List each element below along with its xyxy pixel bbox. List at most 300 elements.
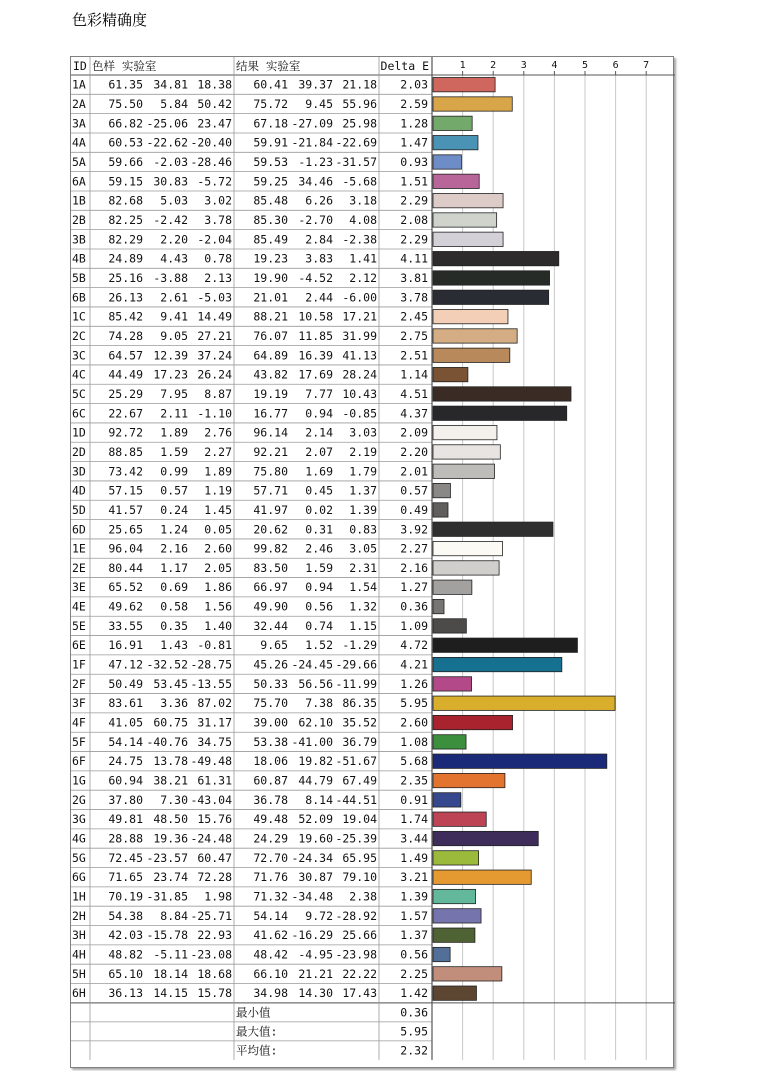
sample-lab-value: 71.65 xyxy=(108,870,143,885)
sample-lab-value: 26.24 xyxy=(197,367,232,382)
bar-5C xyxy=(433,387,571,401)
row-id: 1A xyxy=(72,77,86,92)
row-id: 5C xyxy=(72,386,86,401)
sample-lab-value: 38.21 xyxy=(153,773,188,788)
row-id: 3D xyxy=(72,464,86,479)
result-lab-value: 44.79 xyxy=(298,773,333,788)
result-lab-value: 36.78 xyxy=(253,792,288,807)
delta-e-value: 2.20 xyxy=(400,444,428,459)
delta-e-value: 0.91 xyxy=(400,792,428,807)
sample-lab-value: 0.24 xyxy=(160,502,188,517)
result-lab-value: 30.87 xyxy=(298,870,333,885)
sample-lab-value: 47.12 xyxy=(108,657,143,672)
result-lab-value: 36.79 xyxy=(342,734,377,749)
sample-lab-value: -5.11 xyxy=(153,947,188,962)
bar-3G xyxy=(433,812,486,826)
delta-e-value: 0.93 xyxy=(400,154,428,169)
sample-lab-value: 0.58 xyxy=(160,599,188,614)
result-lab-value: 28.24 xyxy=(342,367,377,382)
sample-lab-value: 7.30 xyxy=(160,792,188,807)
result-lab-value: 10.58 xyxy=(298,309,333,324)
sample-lab-value: 34.81 xyxy=(153,77,188,92)
result-lab-value: 35.52 xyxy=(342,715,377,730)
sample-lab-value: 25.16 xyxy=(108,270,143,285)
result-lab-value: 1.59 xyxy=(305,560,333,575)
sample-lab-value: 83.61 xyxy=(108,696,143,711)
result-lab-value: 3.18 xyxy=(349,193,377,208)
bar-6E xyxy=(433,638,577,652)
bar-4E xyxy=(433,599,444,613)
result-lab-value: 39.00 xyxy=(253,715,288,730)
result-lab-value: 21.01 xyxy=(253,290,288,305)
row-id: 4C xyxy=(72,367,86,382)
bar-5A xyxy=(433,155,461,169)
result-lab-value: 43.82 xyxy=(253,367,288,382)
row-id: 2D xyxy=(72,444,86,459)
bar-4F xyxy=(433,715,513,729)
delta-e-value: 5.95 xyxy=(400,696,428,711)
delta-e-value: 1.49 xyxy=(400,850,428,865)
result-lab-value: 2.12 xyxy=(349,270,377,285)
sample-lab-value: 70.19 xyxy=(108,889,143,904)
header-delta-e: Delta E xyxy=(380,59,429,73)
delta-e-value: 2.45 xyxy=(400,309,428,324)
sample-lab-value: 66.82 xyxy=(108,116,143,131)
sample-lab-value: -1.10 xyxy=(197,406,232,421)
x-tick-label: 6 xyxy=(612,60,619,71)
sample-lab-value: 61.35 xyxy=(108,77,143,92)
result-lab-value: 66.10 xyxy=(253,966,288,981)
row-id: 6F xyxy=(72,754,86,769)
bar-4D xyxy=(433,483,450,497)
row-id: 3H xyxy=(72,928,86,943)
result-lab-value: -4.52 xyxy=(298,270,333,285)
result-lab-value: 20.62 xyxy=(253,522,288,537)
sample-lab-value: -15.78 xyxy=(146,928,188,943)
row-id: 1C xyxy=(72,309,86,324)
sample-lab-value: 1.45 xyxy=(204,502,232,517)
row-id: 6G xyxy=(72,870,86,885)
sample-lab-value: 18.68 xyxy=(197,966,232,981)
delta-e-value: 1.47 xyxy=(400,135,428,150)
result-lab-value: 16.39 xyxy=(298,348,333,363)
result-lab-value: 96.14 xyxy=(253,425,288,440)
row-id: 1F xyxy=(72,657,86,672)
x-tick-label: 3 xyxy=(520,60,527,71)
result-lab-value: 85.48 xyxy=(253,193,288,208)
bar-2F xyxy=(433,677,472,691)
delta-e-value: 2.60 xyxy=(400,715,428,730)
sample-lab-value: 14.49 xyxy=(197,309,232,324)
sample-lab-value: 75.50 xyxy=(108,96,143,111)
sample-lab-value: 50.49 xyxy=(108,676,143,691)
sample-lab-value: 59.66 xyxy=(108,154,143,169)
result-lab-value: 1.79 xyxy=(349,464,377,479)
bar-2H xyxy=(433,909,481,923)
result-lab-value: -0.85 xyxy=(342,406,377,421)
result-lab-value: 66.97 xyxy=(253,580,288,595)
result-lab-value: 19.19 xyxy=(253,386,288,401)
delta-e-value: 2.29 xyxy=(400,193,428,208)
row-id: 1B xyxy=(72,193,86,208)
delta-e-value: 2.08 xyxy=(400,212,428,227)
bar-3B xyxy=(433,232,503,246)
delta-e-value: 3.21 xyxy=(400,870,428,885)
delta-e-value: 1.09 xyxy=(400,618,428,633)
sample-lab-value: 61.31 xyxy=(197,773,232,788)
sample-lab-value: 1.19 xyxy=(204,483,232,498)
sample-lab-value: 4.43 xyxy=(160,251,188,266)
sample-lab-value: 60.53 xyxy=(108,135,143,150)
sample-lab-value: -28.46 xyxy=(190,154,232,169)
sample-lab-value: 49.62 xyxy=(108,599,143,614)
sample-lab-value: 36.13 xyxy=(108,986,143,1001)
row-id: 2C xyxy=(72,328,86,343)
delta-e-value: 1.74 xyxy=(400,812,428,827)
bar-3C xyxy=(433,348,510,362)
result-lab-value: 25.98 xyxy=(342,116,377,131)
result-lab-value: 9.45 xyxy=(305,96,333,111)
delta-e-value: 4.51 xyxy=(400,386,428,401)
sample-lab-value: 9.05 xyxy=(160,328,188,343)
result-lab-value: 67.18 xyxy=(253,116,288,131)
sample-lab-value: 41.05 xyxy=(108,715,143,730)
result-lab-value: 71.76 xyxy=(253,870,288,885)
result-lab-value: 6.26 xyxy=(305,193,333,208)
delta-e-value: 2.35 xyxy=(400,773,428,788)
result-lab-value: 9.65 xyxy=(260,638,288,653)
sample-lab-value: 5.84 xyxy=(160,96,188,111)
row-id: 6H xyxy=(72,986,86,1001)
row-id: 3C xyxy=(72,348,86,363)
sample-lab-value: 15.76 xyxy=(197,812,232,827)
row-id: 5E xyxy=(72,618,86,633)
sample-lab-value: 14.15 xyxy=(153,986,188,1001)
delta-e-value: 0.56 xyxy=(400,947,428,962)
sample-lab-value: -2.04 xyxy=(197,232,232,247)
footer-value: 2.32 xyxy=(400,1043,428,1058)
delta-e-value: 2.51 xyxy=(400,348,428,363)
result-lab-value: 50.33 xyxy=(253,676,288,691)
row-id: 6B xyxy=(72,290,86,305)
result-lab-value: -2.38 xyxy=(342,232,377,247)
result-lab-value: 25.66 xyxy=(342,928,377,943)
result-lab-value: 99.82 xyxy=(253,541,288,556)
result-lab-value: 10.43 xyxy=(342,386,377,401)
row-id: 2B xyxy=(72,212,86,227)
delta-e-value: 2.59 xyxy=(400,96,428,111)
footer-value: 0.36 xyxy=(400,1005,428,1020)
result-lab-value: -2.70 xyxy=(298,212,333,227)
result-lab-value: 59.91 xyxy=(253,135,288,150)
row-id: 3F xyxy=(72,696,86,711)
sample-lab-value: 34.75 xyxy=(197,734,232,749)
sample-lab-value: 0.78 xyxy=(204,251,232,266)
bar-6G xyxy=(433,870,531,884)
delta-e-value: 0.49 xyxy=(400,502,428,517)
result-lab-value: -29.66 xyxy=(335,657,377,672)
result-lab-value: 45.26 xyxy=(253,657,288,672)
result-lab-value: 19.90 xyxy=(253,270,288,285)
sample-lab-value: -43.04 xyxy=(190,792,232,807)
result-lab-value: 48.42 xyxy=(253,947,288,962)
x-tick-label: 5 xyxy=(581,60,589,71)
bar-3E xyxy=(433,580,472,594)
bar-5B xyxy=(433,271,550,285)
result-lab-value: -4.95 xyxy=(298,947,333,962)
bar-3D xyxy=(433,464,495,478)
sample-lab-value: 2.05 xyxy=(204,560,232,575)
delta-e-value: 3.81 xyxy=(400,270,428,285)
result-lab-value: 59.25 xyxy=(253,174,288,189)
bar-2E xyxy=(433,561,499,575)
sample-lab-value: 0.69 xyxy=(160,580,188,595)
bar-1B xyxy=(433,193,503,207)
sample-lab-value: 74.28 xyxy=(108,328,143,343)
bar-6H xyxy=(433,986,476,1000)
sample-lab-value: 1.43 xyxy=(160,638,188,653)
delta-e-value: 4.37 xyxy=(400,406,428,421)
bar-2C xyxy=(433,329,517,343)
result-lab-value: -51.67 xyxy=(335,754,377,769)
delta-e-value: 2.75 xyxy=(400,328,428,343)
result-lab-value: 34.98 xyxy=(253,986,288,1001)
result-lab-value: 0.94 xyxy=(305,406,333,421)
delta-e-value: 5.68 xyxy=(400,754,428,769)
delta-e-chart xyxy=(71,57,675,1069)
sample-lab-value: 57.15 xyxy=(108,483,143,498)
sample-lab-value: 72.28 xyxy=(197,870,232,885)
delta-e-value: 4.21 xyxy=(400,657,428,672)
row-id: 4A xyxy=(72,135,86,150)
result-lab-value: 85.30 xyxy=(253,212,288,227)
delta-e-value: 3.44 xyxy=(400,831,428,846)
sample-lab-value: 2.20 xyxy=(160,232,188,247)
bar-4G xyxy=(433,831,538,845)
result-lab-value: -11.99 xyxy=(335,676,377,691)
sample-lab-value: 16.91 xyxy=(108,638,143,653)
delta-e-table xyxy=(70,56,674,1068)
row-id: 2F xyxy=(72,676,86,691)
bar-4C xyxy=(433,367,468,381)
sample-lab-value: 8.84 xyxy=(160,908,188,923)
result-lab-value: -22.69 xyxy=(335,135,377,150)
sample-lab-value: 22.67 xyxy=(108,406,143,421)
result-lab-value: 2.31 xyxy=(349,560,377,575)
result-lab-value: 17.43 xyxy=(342,986,377,1001)
sample-lab-value: 54.14 xyxy=(108,734,143,749)
result-lab-value: 1.39 xyxy=(349,502,377,517)
result-lab-value: 49.90 xyxy=(253,599,288,614)
sample-lab-value: 33.55 xyxy=(108,618,143,633)
delta-e-value: 1.39 xyxy=(400,889,428,904)
sample-lab-value: 31.17 xyxy=(197,715,232,730)
sample-lab-value: 65.52 xyxy=(108,580,143,595)
x-tick-label: 7 xyxy=(643,60,650,71)
sample-lab-value: 53.45 xyxy=(153,676,188,691)
sample-lab-value: 49.81 xyxy=(108,812,143,827)
x-tick-label: 4 xyxy=(551,60,558,71)
sample-lab-value: -24.48 xyxy=(190,831,232,846)
sample-lab-value: 60.47 xyxy=(197,850,232,865)
result-lab-value: -24.45 xyxy=(291,657,333,672)
sample-lab-value: 22.93 xyxy=(197,928,232,943)
result-lab-value: -41.00 xyxy=(291,734,333,749)
result-lab-value: 1.69 xyxy=(305,464,333,479)
result-lab-value: 75.70 xyxy=(253,696,288,711)
sample-lab-value: -20.40 xyxy=(190,135,232,150)
sample-lab-value: 42.03 xyxy=(108,928,143,943)
sample-lab-value: 73.42 xyxy=(108,464,143,479)
sample-lab-value: 1.24 xyxy=(160,522,188,537)
row-id: 5A xyxy=(72,154,86,169)
row-id: 5G xyxy=(72,850,86,865)
sample-lab-value: -5.72 xyxy=(197,174,232,189)
sample-lab-value: 65.10 xyxy=(108,966,143,981)
bar-2B xyxy=(433,213,497,227)
sample-lab-value: 85.42 xyxy=(108,309,143,324)
result-lab-value: 53.38 xyxy=(253,734,288,749)
sample-lab-value: 54.38 xyxy=(108,908,143,923)
result-lab-value: 21.21 xyxy=(298,966,333,981)
row-id: 3E xyxy=(72,580,86,595)
result-lab-value: 88.21 xyxy=(253,309,288,324)
delta-e-value: 1.37 xyxy=(400,928,428,943)
delta-e-value: 2.03 xyxy=(400,77,428,92)
sample-lab-value: 59.15 xyxy=(108,174,143,189)
bar-1A xyxy=(433,78,495,92)
result-lab-value: 55.96 xyxy=(342,96,377,111)
header-sample-lab: 色样 实验室 xyxy=(92,59,157,73)
delta-e-value: 1.26 xyxy=(400,676,428,691)
delta-e-value: 0.36 xyxy=(400,599,428,614)
result-lab-value: 22.22 xyxy=(342,966,377,981)
sample-lab-value: -5.03 xyxy=(197,290,232,305)
result-lab-value: 67.49 xyxy=(342,773,377,788)
delta-e-value: 4.11 xyxy=(400,251,428,266)
sample-lab-value: 2.11 xyxy=(160,406,188,421)
bar-4H xyxy=(433,947,450,961)
result-lab-value: 24.29 xyxy=(253,831,288,846)
row-id: 2A xyxy=(72,96,86,111)
sample-lab-value: 1.89 xyxy=(204,464,232,479)
result-lab-value: -24.34 xyxy=(291,850,333,865)
result-lab-value: 71.32 xyxy=(253,889,288,904)
result-lab-value: 19.04 xyxy=(342,812,377,827)
delta-e-value: 2.09 xyxy=(400,425,428,440)
sample-lab-value: 37.24 xyxy=(197,348,232,363)
bar-6D xyxy=(433,522,553,536)
result-lab-value: 34.46 xyxy=(298,174,333,189)
sample-lab-value: 9.41 xyxy=(160,309,188,324)
delta-e-value: 2.01 xyxy=(400,464,428,479)
sample-lab-value: -49.48 xyxy=(190,754,232,769)
bar-4A xyxy=(433,135,478,149)
row-id: 3B xyxy=(72,232,86,247)
row-id: 4F xyxy=(72,715,86,730)
sample-lab-value: 87.02 xyxy=(197,696,232,711)
result-lab-value: 0.83 xyxy=(349,522,377,537)
sample-lab-value: 41.57 xyxy=(108,502,143,517)
sample-lab-value: 13.78 xyxy=(153,754,188,769)
result-lab-value: 11.85 xyxy=(298,328,333,343)
result-lab-value: 2.38 xyxy=(349,889,377,904)
sample-lab-value: -3.88 xyxy=(153,270,188,285)
sample-lab-value: 24.75 xyxy=(108,754,143,769)
row-id: 6D xyxy=(72,522,86,537)
sample-lab-value: 1.86 xyxy=(204,580,232,595)
result-lab-value: -25.39 xyxy=(335,831,377,846)
result-lab-value: 59.53 xyxy=(253,154,288,169)
result-lab-value: 2.46 xyxy=(305,541,333,556)
row-id: 5D xyxy=(72,502,86,517)
result-lab-value: 31.99 xyxy=(342,328,377,343)
delta-e-value: 1.57 xyxy=(400,908,428,923)
result-lab-value: -27.09 xyxy=(291,116,333,131)
sample-lab-value: 5.03 xyxy=(160,193,188,208)
row-id: 3A xyxy=(72,116,86,131)
result-lab-value: -44.51 xyxy=(335,792,377,807)
row-id: 1G xyxy=(72,773,86,788)
result-lab-value: 75.80 xyxy=(253,464,288,479)
sample-lab-value: 82.68 xyxy=(108,193,143,208)
sample-lab-value: 26.13 xyxy=(108,290,143,305)
result-lab-value: -31.57 xyxy=(335,154,377,169)
result-lab-value: -21.84 xyxy=(291,135,333,150)
result-lab-value: 0.74 xyxy=(305,618,333,633)
delta-e-value: 1.27 xyxy=(400,580,428,595)
sample-lab-value: 2.61 xyxy=(160,290,188,305)
sample-lab-value: 7.95 xyxy=(160,386,188,401)
sample-lab-value: 48.82 xyxy=(108,947,143,962)
result-lab-value: -6.00 xyxy=(342,290,377,305)
sample-lab-value: 25.65 xyxy=(108,522,143,537)
bar-6B xyxy=(433,290,549,304)
result-lab-value: 4.08 xyxy=(349,212,377,227)
bar-1F xyxy=(433,657,562,671)
result-lab-value: 1.52 xyxy=(305,638,333,653)
bar-2D xyxy=(433,445,500,459)
footer-label: 最小值 xyxy=(236,1005,271,1020)
sample-lab-value: 82.29 xyxy=(108,232,143,247)
result-lab-value: 2.44 xyxy=(305,290,333,305)
delta-e-value: 1.08 xyxy=(400,734,428,749)
sample-lab-value: -23.57 xyxy=(146,850,188,865)
sample-lab-value: -0.81 xyxy=(197,638,232,653)
bar-5H xyxy=(433,967,502,981)
result-lab-value: 72.70 xyxy=(253,850,288,865)
sample-lab-value: 1.56 xyxy=(204,599,232,614)
row-id: 1E xyxy=(72,541,86,556)
result-lab-value: 86.35 xyxy=(342,696,377,711)
row-id: 4E xyxy=(72,599,86,614)
result-lab-value: 0.56 xyxy=(305,599,333,614)
result-lab-value: 79.10 xyxy=(342,870,377,885)
row-id: 6E xyxy=(72,638,86,653)
footer-label: 平均值: xyxy=(236,1043,278,1058)
sample-lab-value: -28.75 xyxy=(190,657,232,672)
sample-lab-value: 82.25 xyxy=(108,212,143,227)
sample-lab-value: 15.78 xyxy=(197,986,232,1001)
result-lab-value: 39.37 xyxy=(298,77,333,92)
sample-lab-value: 88.85 xyxy=(108,444,143,459)
delta-e-value: 2.16 xyxy=(400,560,428,575)
result-lab-value: 75.72 xyxy=(253,96,288,111)
result-lab-value: 41.97 xyxy=(253,502,288,517)
result-lab-value: 56.56 xyxy=(298,676,333,691)
sample-lab-value: 30.83 xyxy=(153,174,188,189)
sample-lab-value: 1.59 xyxy=(160,444,188,459)
